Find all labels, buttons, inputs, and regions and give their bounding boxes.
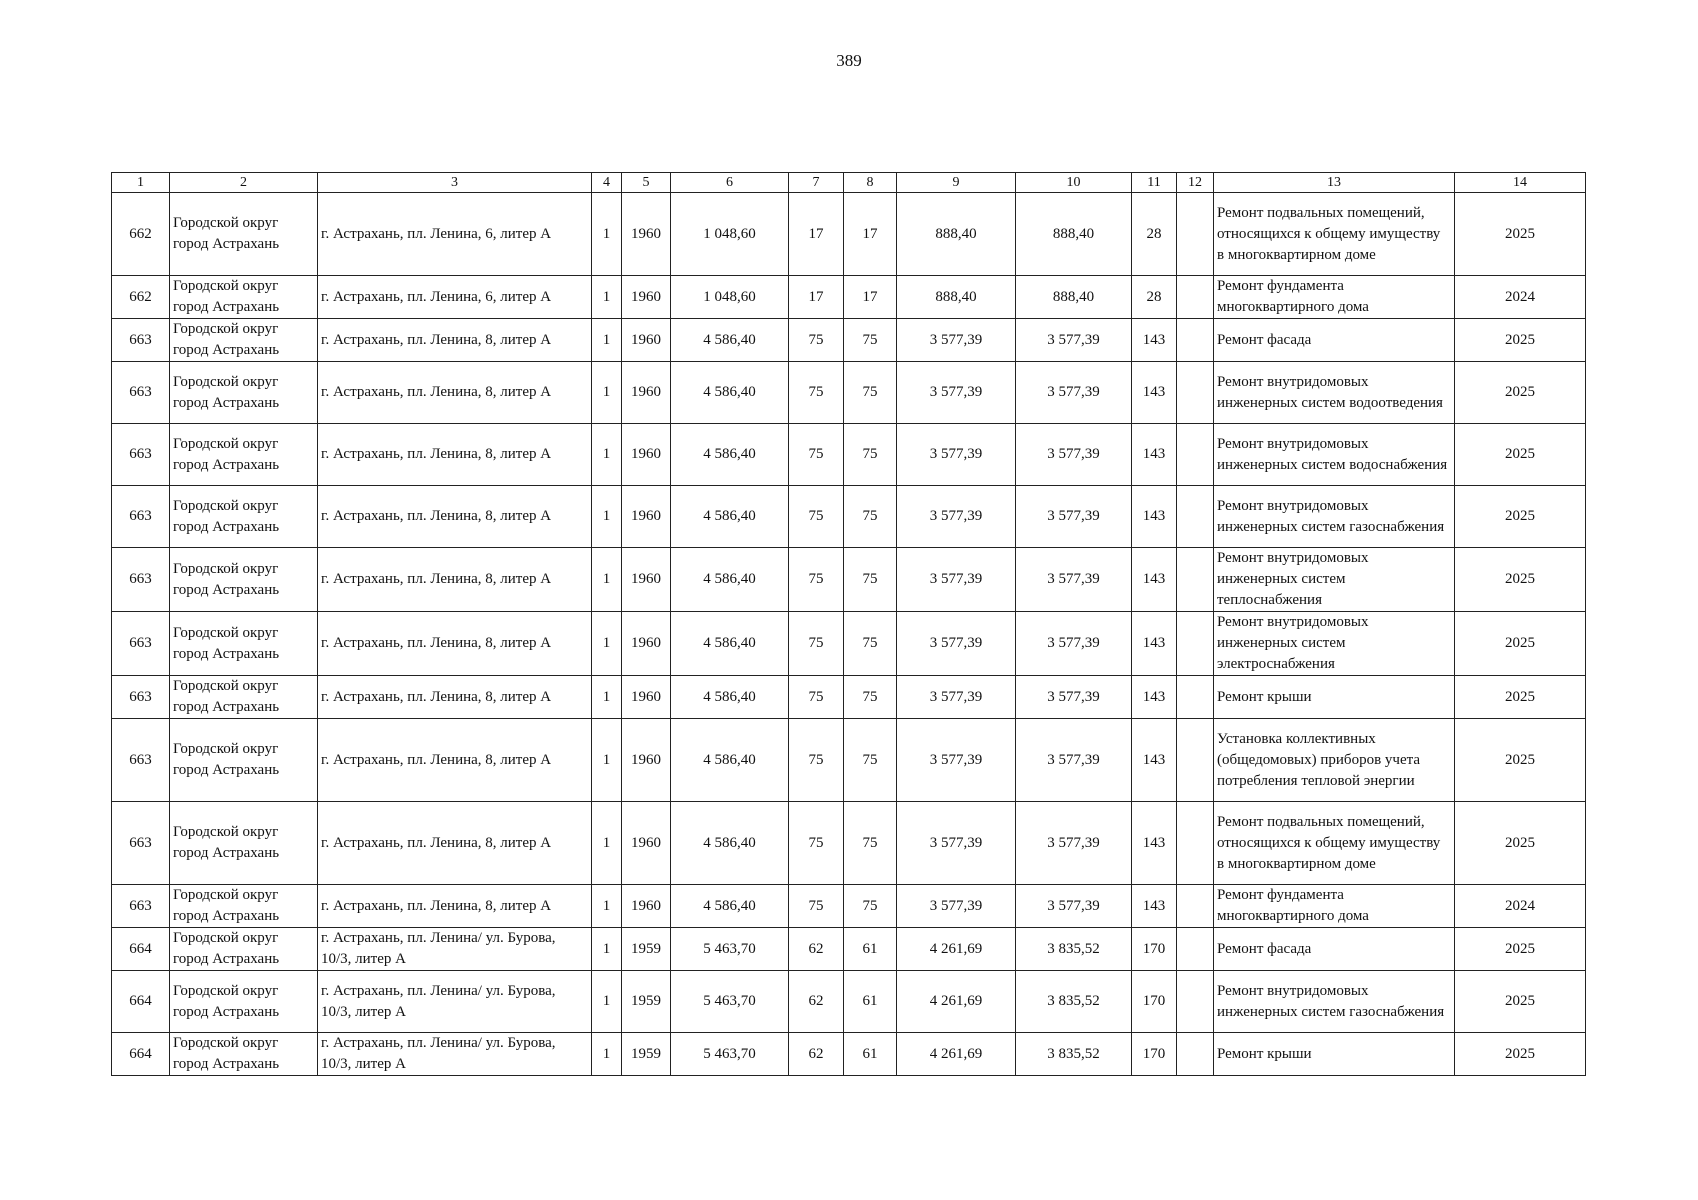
- address-cell: г. Астрахань, пл. Ленина, 8, литер А: [318, 548, 592, 612]
- table-row: [112, 676, 1586, 719]
- total-area-cell: 4 586,40: [671, 548, 789, 612]
- municipality-cell: Городской округ город Астрахань: [170, 486, 318, 548]
- year-built-cell: 1960: [622, 424, 671, 486]
- column-8-cell: 61: [844, 928, 897, 971]
- column-10-cell: 3 835,52: [1016, 928, 1132, 971]
- address-cell: г. Астрахань, пл. Ленина/ ул. Бурова, 10/3, литер А: [318, 971, 592, 1033]
- planned-year-cell: 2025: [1455, 612, 1586, 676]
- column-8-cell: 75: [844, 719, 897, 802]
- repair-work-cell: Ремонт внутридомовых инженерных систем электроснабжения: [1214, 612, 1455, 676]
- column-4-cell: 1: [592, 885, 622, 928]
- table-row: [112, 193, 1586, 276]
- row-number-cell: 664: [112, 928, 170, 971]
- repair-work-cell: Ремонт внутридомовых инженерных систем водоснабжения: [1214, 424, 1455, 486]
- column-11-cell: 143: [1132, 319, 1177, 362]
- total-area-cell: 4 586,40: [671, 885, 789, 928]
- column-4-cell: 1: [592, 676, 622, 719]
- municipality-cell: Городской округ город Астрахань: [170, 928, 318, 971]
- row-number-cell: 663: [112, 676, 170, 719]
- column-number: 12: [1177, 173, 1214, 193]
- column-12-cell: [1177, 276, 1214, 319]
- column-12-cell: [1177, 612, 1214, 676]
- column-11-cell: 170: [1132, 928, 1177, 971]
- column-4-cell: 1: [592, 319, 622, 362]
- column-11-cell: 28: [1132, 276, 1177, 319]
- municipality-cell: Городской округ город Астрахань: [170, 193, 318, 276]
- total-area-cell: 4 586,40: [671, 486, 789, 548]
- year-built-cell: 1959: [622, 928, 671, 971]
- column-number: 14: [1455, 173, 1586, 193]
- column-9-cell: 4 261,69: [897, 928, 1016, 971]
- year-built-cell: 1960: [622, 319, 671, 362]
- repair-work-cell: Ремонт фасада: [1214, 319, 1455, 362]
- column-9-cell: 4 261,69: [897, 971, 1016, 1033]
- repair-work-cell: Ремонт фундамента многоквартирного дома: [1214, 885, 1455, 928]
- column-4-cell: 1: [592, 424, 622, 486]
- column-12-cell: [1177, 971, 1214, 1033]
- row-number-cell: 663: [112, 802, 170, 885]
- column-12-cell: [1177, 548, 1214, 612]
- column-11-cell: 143: [1132, 548, 1177, 612]
- column-number: 8: [844, 173, 897, 193]
- planned-year-cell: 2025: [1455, 676, 1586, 719]
- repair-work-cell: Ремонт крыши: [1214, 1033, 1455, 1076]
- planned-year-cell: 2025: [1455, 193, 1586, 276]
- column-number: 2: [170, 173, 318, 193]
- planned-year-cell: 2024: [1455, 885, 1586, 928]
- municipality-cell: Городской округ город Астрахань: [170, 319, 318, 362]
- row-number-cell: 663: [112, 548, 170, 612]
- column-9-cell: 3 577,39: [897, 548, 1016, 612]
- table-row: [112, 276, 1586, 319]
- row-number-cell: 663: [112, 719, 170, 802]
- column-7-cell: 17: [789, 193, 844, 276]
- municipality-cell: Городской округ город Астрахань: [170, 612, 318, 676]
- row-number-cell: 663: [112, 424, 170, 486]
- table-row: [112, 719, 1586, 802]
- municipality-cell: Городской округ город Астрахань: [170, 971, 318, 1033]
- column-4-cell: 1: [592, 276, 622, 319]
- column-number-row: [112, 173, 1586, 193]
- planned-year-cell: 2025: [1455, 802, 1586, 885]
- year-built-cell: 1960: [622, 802, 671, 885]
- total-area-cell: 4 586,40: [671, 362, 789, 424]
- column-number: 11: [1132, 173, 1177, 193]
- column-7-cell: 75: [789, 424, 844, 486]
- column-10-cell: 3 577,39: [1016, 486, 1132, 548]
- planned-year-cell: 2025: [1455, 1033, 1586, 1076]
- total-area-cell: 4 586,40: [671, 424, 789, 486]
- page-number: 389: [836, 51, 862, 70]
- planned-year-cell: 2025: [1455, 928, 1586, 971]
- column-7-cell: 17: [789, 276, 844, 319]
- total-area-cell: 4 586,40: [671, 719, 789, 802]
- column-8-cell: 75: [844, 548, 897, 612]
- column-10-cell: 3 577,39: [1016, 362, 1132, 424]
- column-11-cell: 143: [1132, 802, 1177, 885]
- year-built-cell: 1960: [622, 486, 671, 548]
- municipality-cell: Городской округ город Астрахань: [170, 548, 318, 612]
- column-4-cell: 1: [592, 548, 622, 612]
- column-7-cell: 75: [789, 362, 844, 424]
- column-7-cell: 75: [789, 319, 844, 362]
- column-number: 6: [671, 173, 789, 193]
- column-8-cell: 75: [844, 424, 897, 486]
- column-9-cell: 3 577,39: [897, 486, 1016, 548]
- column-12-cell: [1177, 486, 1214, 548]
- column-12-cell: [1177, 676, 1214, 719]
- column-12-cell: [1177, 424, 1214, 486]
- column-12-cell: [1177, 928, 1214, 971]
- column-7-cell: 75: [789, 612, 844, 676]
- column-number: 4: [592, 173, 622, 193]
- repair-work-cell: Ремонт фундамента многоквартирного дома: [1214, 276, 1455, 319]
- column-11-cell: 143: [1132, 424, 1177, 486]
- column-11-cell: 28: [1132, 193, 1177, 276]
- column-7-cell: 75: [789, 676, 844, 719]
- municipality-cell: Городской округ город Астрахань: [170, 676, 318, 719]
- municipality-cell: Городской округ город Астрахань: [170, 276, 318, 319]
- row-number-cell: 663: [112, 362, 170, 424]
- column-10-cell: 3 577,39: [1016, 424, 1132, 486]
- column-11-cell: 143: [1132, 486, 1177, 548]
- column-8-cell: 75: [844, 362, 897, 424]
- column-8-cell: 17: [844, 193, 897, 276]
- column-4-cell: 1: [592, 928, 622, 971]
- column-8-cell: 75: [844, 612, 897, 676]
- column-4-cell: 1: [592, 802, 622, 885]
- table-row: [112, 319, 1586, 362]
- column-12-cell: [1177, 802, 1214, 885]
- column-8-cell: 75: [844, 319, 897, 362]
- municipality-cell: Городской округ город Астрахань: [170, 1033, 318, 1076]
- table-row: [112, 548, 1586, 612]
- column-10-cell: 888,40: [1016, 276, 1132, 319]
- year-built-cell: 1960: [622, 612, 671, 676]
- planned-year-cell: 2025: [1455, 319, 1586, 362]
- municipality-cell: Городской округ город Астрахань: [170, 802, 318, 885]
- column-7-cell: 75: [789, 719, 844, 802]
- table-row: [112, 362, 1586, 424]
- total-area-cell: 4 586,40: [671, 319, 789, 362]
- column-10-cell: 3 577,39: [1016, 885, 1132, 928]
- column-9-cell: 888,40: [897, 276, 1016, 319]
- column-number: 13: [1214, 173, 1455, 193]
- column-number: 3: [318, 173, 592, 193]
- year-built-cell: 1960: [622, 548, 671, 612]
- column-9-cell: 3 577,39: [897, 802, 1016, 885]
- column-4-cell: 1: [592, 362, 622, 424]
- address-cell: г. Астрахань, пл. Ленина, 8, литер А: [318, 719, 592, 802]
- total-area-cell: 4 586,40: [671, 612, 789, 676]
- repair-work-cell: Ремонт фасада: [1214, 928, 1455, 971]
- address-cell: г. Астрахань, пл. Ленина, 8, литер А: [318, 676, 592, 719]
- planned-year-cell: 2025: [1455, 362, 1586, 424]
- year-built-cell: 1960: [622, 676, 671, 719]
- column-11-cell: 143: [1132, 719, 1177, 802]
- total-area-cell: 5 463,70: [671, 971, 789, 1033]
- column-11-cell: 143: [1132, 676, 1177, 719]
- column-11-cell: 143: [1132, 885, 1177, 928]
- column-12-cell: [1177, 885, 1214, 928]
- repair-work-cell: Ремонт внутридомовых инженерных систем теплоснабжения: [1214, 548, 1455, 612]
- column-7-cell: 62: [789, 928, 844, 971]
- planned-year-cell: 2025: [1455, 971, 1586, 1033]
- column-10-cell: 3 577,39: [1016, 319, 1132, 362]
- column-9-cell: 3 577,39: [897, 424, 1016, 486]
- column-9-cell: 4 261,69: [897, 1033, 1016, 1076]
- total-area-cell: 1 048,60: [671, 193, 789, 276]
- row-number-cell: 663: [112, 885, 170, 928]
- column-9-cell: 3 577,39: [897, 362, 1016, 424]
- column-7-cell: 75: [789, 486, 844, 548]
- column-4-cell: 1: [592, 486, 622, 548]
- column-10-cell: 3 577,39: [1016, 548, 1132, 612]
- repair-work-cell: Ремонт подвальных помещений, относящихся к общему имуществу в многоквартирном доме: [1214, 193, 1455, 276]
- column-10-cell: 3 835,52: [1016, 971, 1132, 1033]
- year-built-cell: 1959: [622, 1033, 671, 1076]
- address-cell: г. Астрахань, пл. Ленина, 8, литер А: [318, 486, 592, 548]
- column-4-cell: 1: [592, 971, 622, 1033]
- column-number: 7: [789, 173, 844, 193]
- table-row: [112, 486, 1586, 548]
- municipality-cell: Городской округ город Астрахань: [170, 719, 318, 802]
- column-7-cell: 75: [789, 802, 844, 885]
- column-7-cell: 75: [789, 885, 844, 928]
- municipality-cell: Городской округ город Астрахань: [170, 362, 318, 424]
- repair-work-cell: Ремонт внутридомовых инженерных систем газоснабжения: [1214, 486, 1455, 548]
- column-8-cell: 75: [844, 802, 897, 885]
- column-number: 9: [897, 173, 1016, 193]
- column-12-cell: [1177, 1033, 1214, 1076]
- total-area-cell: 5 463,70: [671, 928, 789, 971]
- repair-work-cell: Установка коллективных (общедомовых) приборов учета потребления тепловой энергии: [1214, 719, 1455, 802]
- planned-year-cell: 2024: [1455, 276, 1586, 319]
- total-area-cell: 1 048,60: [671, 276, 789, 319]
- column-9-cell: 888,40: [897, 193, 1016, 276]
- table-row: [112, 928, 1586, 971]
- planned-year-cell: 2025: [1455, 424, 1586, 486]
- column-10-cell: 3 577,39: [1016, 612, 1132, 676]
- column-8-cell: 75: [844, 486, 897, 548]
- address-cell: г. Астрахань, пл. Ленина, 8, литер А: [318, 424, 592, 486]
- address-cell: г. Астрахань, пл. Ленина, 8, литер А: [318, 885, 592, 928]
- address-cell: г. Астрахань, пл. Ленина, 8, литер А: [318, 802, 592, 885]
- column-8-cell: 75: [844, 676, 897, 719]
- column-12-cell: [1177, 319, 1214, 362]
- table-row: [112, 971, 1586, 1033]
- column-10-cell: 3 577,39: [1016, 802, 1132, 885]
- year-built-cell: 1960: [622, 885, 671, 928]
- column-7-cell: 62: [789, 1033, 844, 1076]
- address-cell: г. Астрахань, пл. Ленина, 8, литер А: [318, 319, 592, 362]
- column-12-cell: [1177, 719, 1214, 802]
- repair-work-cell: Ремонт подвальных помещений, относящихся к общему имуществу в многоквартирном доме: [1214, 802, 1455, 885]
- column-10-cell: 3 577,39: [1016, 676, 1132, 719]
- column-9-cell: 3 577,39: [897, 676, 1016, 719]
- repair-work-cell: Ремонт внутридомовых инженерных систем водоотведения: [1214, 362, 1455, 424]
- column-9-cell: 3 577,39: [897, 319, 1016, 362]
- column-number: 5: [622, 173, 671, 193]
- planned-year-cell: 2025: [1455, 719, 1586, 802]
- row-number-cell: 663: [112, 486, 170, 548]
- year-built-cell: 1960: [622, 276, 671, 319]
- planned-year-cell: 2025: [1455, 548, 1586, 612]
- total-area-cell: 4 586,40: [671, 802, 789, 885]
- column-9-cell: 3 577,39: [897, 719, 1016, 802]
- row-number-cell: 662: [112, 276, 170, 319]
- column-11-cell: 170: [1132, 1033, 1177, 1076]
- column-4-cell: 1: [592, 719, 622, 802]
- total-area-cell: 5 463,70: [671, 1033, 789, 1076]
- planned-year-cell: 2025: [1455, 486, 1586, 548]
- column-11-cell: 143: [1132, 362, 1177, 424]
- column-9-cell: 3 577,39: [897, 885, 1016, 928]
- total-area-cell: 4 586,40: [671, 676, 789, 719]
- column-7-cell: 62: [789, 971, 844, 1033]
- column-7-cell: 75: [789, 548, 844, 612]
- column-10-cell: 888,40: [1016, 193, 1132, 276]
- repair-work-cell: Ремонт крыши: [1214, 676, 1455, 719]
- column-8-cell: 75: [844, 885, 897, 928]
- repair-work-cell: Ремонт внутридомовых инженерных систем газоснабжения: [1214, 971, 1455, 1033]
- column-4-cell: 1: [592, 1033, 622, 1076]
- year-built-cell: 1960: [622, 362, 671, 424]
- column-number: 1: [112, 173, 170, 193]
- year-built-cell: 1959: [622, 971, 671, 1033]
- table-row: [112, 802, 1586, 885]
- column-11-cell: 170: [1132, 971, 1177, 1033]
- address-cell: г. Астрахань, пл. Ленина, 8, литер А: [318, 612, 592, 676]
- row-number-cell: 663: [112, 612, 170, 676]
- address-cell: г. Астрахань, пл. Ленина, 6, литер А: [318, 276, 592, 319]
- column-8-cell: 17: [844, 276, 897, 319]
- row-number-cell: 664: [112, 1033, 170, 1076]
- column-12-cell: [1177, 193, 1214, 276]
- column-10-cell: 3 577,39: [1016, 719, 1132, 802]
- column-11-cell: 143: [1132, 612, 1177, 676]
- column-12-cell: [1177, 362, 1214, 424]
- year-built-cell: 1960: [622, 719, 671, 802]
- address-cell: г. Астрахань, пл. Ленина/ ул. Бурова, 10/3, литер А: [318, 928, 592, 971]
- column-9-cell: 3 577,39: [897, 612, 1016, 676]
- address-cell: г. Астрахань, пл. Ленина, 8, литер А: [318, 362, 592, 424]
- municipality-cell: Городской округ город Астрахань: [170, 424, 318, 486]
- year-built-cell: 1960: [622, 193, 671, 276]
- column-10-cell: 3 835,52: [1016, 1033, 1132, 1076]
- municipality-cell: Городской округ город Астрахань: [170, 885, 318, 928]
- address-cell: г. Астрахань, пл. Ленина/ ул. Бурова, 10/3, литер А: [318, 1033, 592, 1076]
- row-number-cell: 664: [112, 971, 170, 1033]
- column-4-cell: 1: [592, 612, 622, 676]
- table-row: [112, 424, 1586, 486]
- column-4-cell: 1: [592, 193, 622, 276]
- column-8-cell: 61: [844, 1033, 897, 1076]
- table-row: [112, 612, 1586, 676]
- column-number: 10: [1016, 173, 1132, 193]
- housing-repair-table: [111, 172, 1586, 1076]
- row-number-cell: 662: [112, 193, 170, 276]
- table-row: [112, 885, 1586, 928]
- address-cell: г. Астрахань, пл. Ленина, 6, литер А: [318, 193, 592, 276]
- column-8-cell: 61: [844, 971, 897, 1033]
- row-number-cell: 663: [112, 319, 170, 362]
- table-row: [112, 1033, 1586, 1076]
